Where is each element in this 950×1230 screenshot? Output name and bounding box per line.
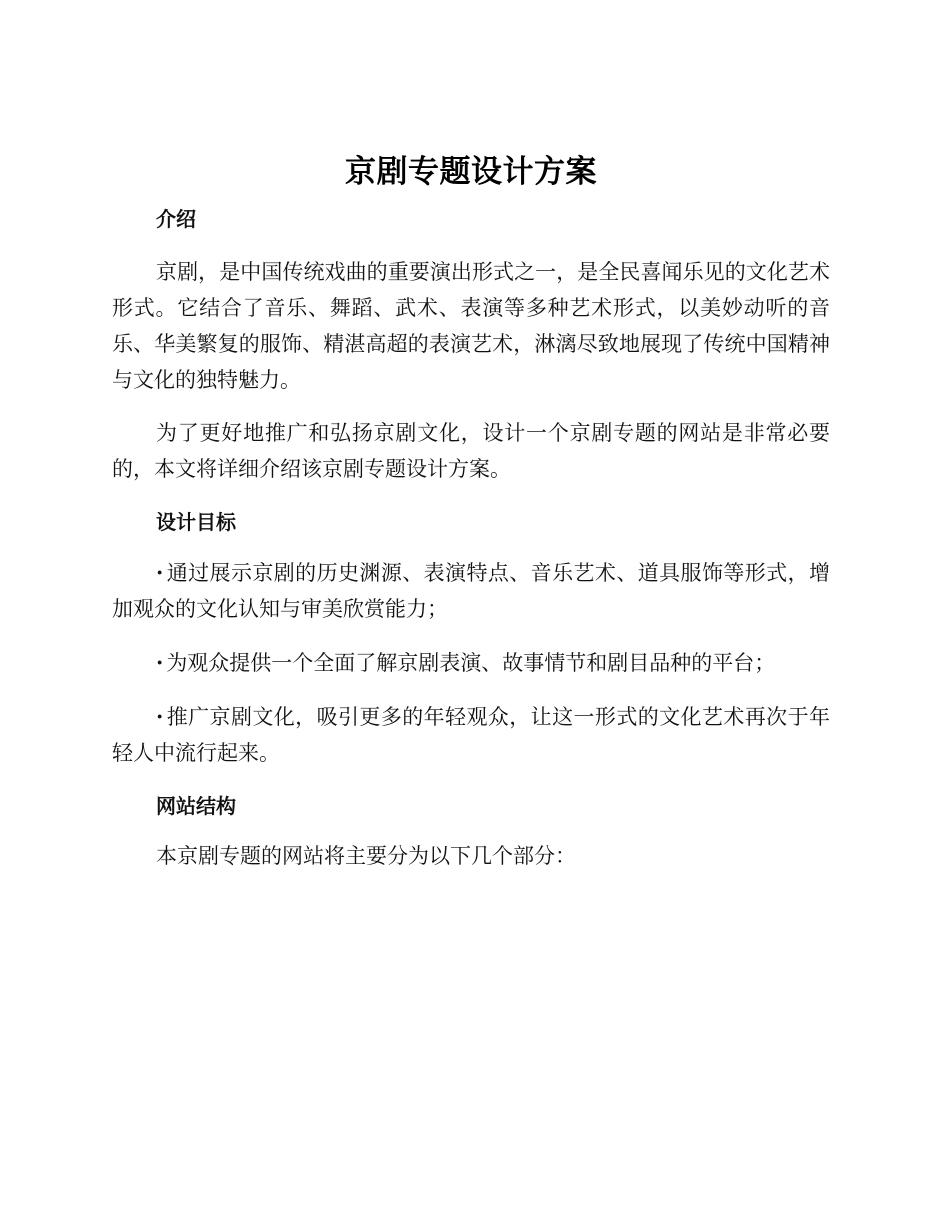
structure-paragraph: 本京剧专题的网站将主要分为以下几个部分： — [156, 844, 576, 868]
section-heading-intro: 介绍 — [156, 207, 196, 231]
goal-list-item — [112, 555, 830, 627]
bullet-icon: · — [156, 560, 164, 585]
section-heading-structure: 网站结构 — [156, 794, 236, 818]
goal-text: 推广京剧文化，吸引更多的年轻观众，让这一形式的文化艺术再次于年轻人中流行起来。 — [112, 705, 830, 765]
bullet-icon: · — [156, 704, 164, 729]
goal-text: 通过展示京剧的历史渊源、表演特点、音乐艺术、道具服饰等形式，增加观众的文化认知与审美欣赏能力； — [112, 561, 830, 621]
goal-list-item — [112, 645, 830, 681]
section-heading-goals: 设计目标 — [156, 510, 236, 534]
document-title: 京剧专题设计方案 — [345, 154, 597, 190]
goal-list-item — [112, 699, 830, 771]
intro-paragraph: 为了更好地推广和弘扬京剧文化，设计一个京剧专题的网站是非常必要的，本文将详细介绍该京剧专题设计方案。 — [112, 421, 830, 481]
intro-paragraph: 京剧，是中国传统戏曲的重要演出形式之一，是全民喜闻乐见的文化艺术形式。它结合了音乐、舞蹈、武术、表演等多种艺术形式，以美妙动听的音乐、华美繁复的服饰、精湛高超的表演艺术，淋漓尽致地展现了传统中国精神与文化的独特魅力。 — [112, 260, 830, 392]
document-body — [112, 148, 830, 874]
bullet-icon: · — [156, 650, 164, 675]
goal-text: 为观众提供一个全面了解京剧表演、故事情节和剧目品种的平台； — [166, 651, 776, 675]
